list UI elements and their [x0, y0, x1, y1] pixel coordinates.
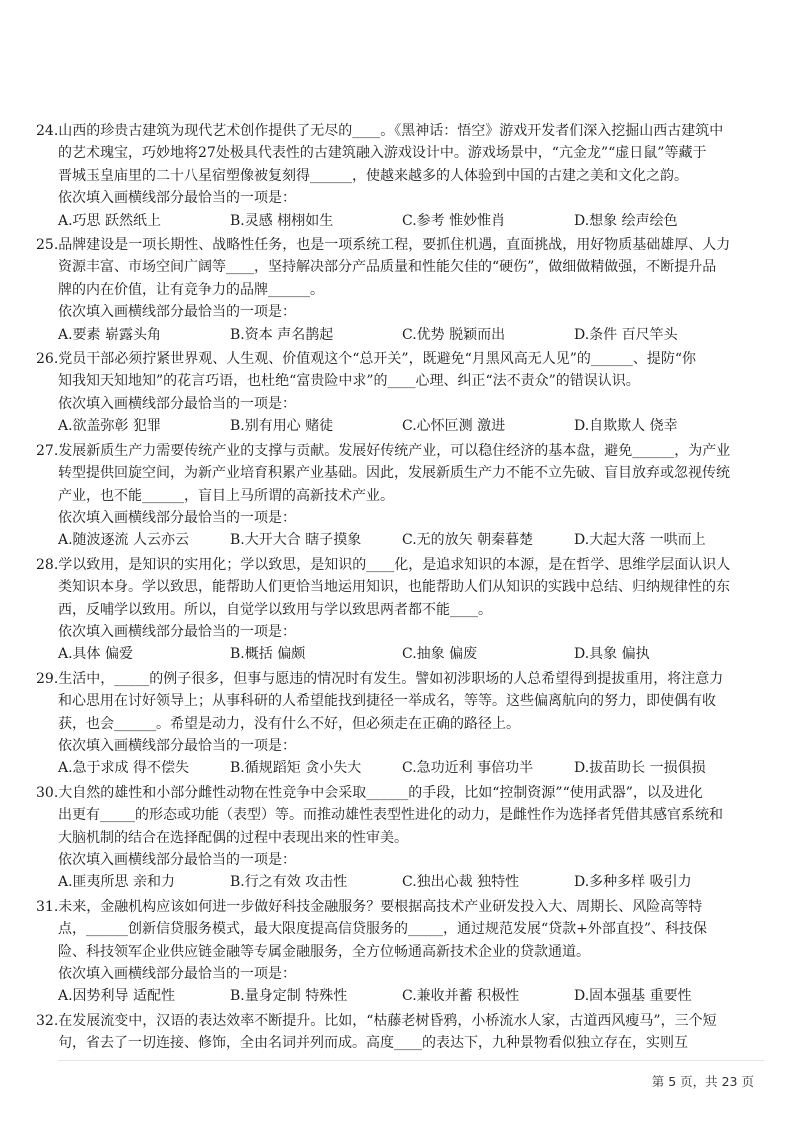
question-stem-line: 晋城玉皇庙里的二十八星宿塑像被复刻得______，使越来越多的人体验到中国的古建之美和文化之韵。 [58, 167, 688, 184]
question-block [36, 348, 766, 438]
answer-option: C.兼收并蓄 积极性 [402, 988, 520, 1005]
question-stem-line: 依次填入画横线部分最恰当的一项是： [58, 737, 296, 754]
question-block [36, 1010, 766, 1055]
answer-options [36, 757, 766, 779]
question-stem-first-line: 25.品牌建设是一项长期性、战略性任务，也是一项系统工程，要抓住机遇，直面挑战，用好物质基础雄厚、人力 [36, 237, 731, 254]
question-block [36, 896, 766, 1008]
question-stem-line: 牌的内在价值，让有竞争力的品牌______。 [58, 281, 324, 298]
answer-option: B.量身定制 特殊性 [230, 988, 348, 1005]
answer-options [36, 985, 766, 1007]
question-stem-line: 转型提供回旋空间，为新产业培育积累产业基础。因此，发展新质生产力不能不立先破、盲目放弃或忽视传统 [58, 465, 730, 482]
answer-option: B.行之有效 攻击性 [230, 874, 348, 891]
answer-option: C.参考 惟妙惟肖 [402, 212, 506, 229]
answer-option: C.抽象 偏废 [402, 646, 478, 663]
question-stem-line: 依次填入画横线部分最恰当的一项是： [58, 304, 296, 321]
answer-option: C.优势 脱颖而出 [402, 326, 506, 343]
answer-option: A.因势利导 适配性 [58, 988, 176, 1005]
question-stem-line: 句，省去了一切连接、修饰，全由名词并列而成。高度____的表达下，九种景物看似独立存在，实则互 [58, 1035, 688, 1052]
question-stem-line: 获，也会______。希望是动力，没有什么不好，但必须走在正确的路径上。 [58, 715, 520, 732]
answer-option: A.巧思 跃然纸上 [58, 212, 162, 229]
question-block [36, 668, 766, 780]
question-stem-line: 依次填入画横线部分最恰当的一项是： [58, 966, 296, 983]
question-stem-first-line: 30.大自然的雄性和小部分雌性动物在性竞争中会采取______的手段，比如“控制资源”“使用武器”，以及进化 [36, 784, 703, 801]
answer-option: A.匪夷所思 亲和力 [58, 874, 176, 891]
question-stem-first-line: 26.党员干部必须拧紧世界观、人生观、价值观这个“总开关”，既避免“月黑风高无人见”的______、提防“你 [36, 351, 697, 368]
answer-option: C.急功近利 事倍功半 [402, 760, 534, 777]
question-stem-line: 点，______创新信贷服务模式，最大限度提高信贷服务的_____，通过规范发展“贷款+外部直投”、科技保 [58, 921, 708, 938]
answer-option: A.急于求成 得不偿失 [58, 760, 190, 777]
question-stem-line: 和心思用在讨好领导上；从事科研的人希望能找到捷径一举成名，等等。这些偏离航向的努力，即使偶有收 [58, 693, 716, 710]
question-block [36, 782, 766, 894]
question-stem-line: 产业，也不能______，盲目上马所谓的高新技术产业。 [58, 487, 394, 504]
footer-divider [58, 1060, 764, 1061]
question-stem-line: 类知识本身。学以致思，能帮助人们更恰当地运用知识，也能帮助人们从知识的实践中总结、归纳规律性的东 [58, 579, 730, 596]
answer-option: B.循规蹈矩 贪小失大 [230, 760, 362, 777]
question-stem-line: 依次填入画横线部分最恰当的一项是： [58, 623, 296, 640]
answer-option: C.独出心裁 独特性 [402, 874, 520, 891]
question-stem-line: 的艺术瑰宝，巧妙地将27处极具代表性的古建筑融入游戏设计中。游戏场景中，“亢金龙”“虚日鼠”等藏于 [58, 145, 707, 162]
question-block [36, 234, 766, 346]
answer-option: D.条件 百尺竿头 [574, 326, 678, 343]
question-stem-first-line: 28.学以致用，是知识的实用化；学以致思，是知识的____化，是追求知识的本源，是在哲学、思维学层面认识人 [36, 556, 731, 573]
answer-option: B.概括 偏颇 [230, 646, 306, 663]
question-stem-first-line: 27.发展新质生产力需要传统产业的支撑与贡献。发展好传统产业，可以稳住经济的基本盘，避免______，为产业 [36, 442, 731, 459]
answer-option: D.拔苗助长 一损俱损 [574, 760, 706, 777]
answer-options [36, 324, 766, 346]
question-stem-line: 依次填入画横线部分最恰当的一项是： [58, 852, 296, 868]
question-stem-first-line: 32.在发展流变中，汉语的表达效率不断提升。比如，“枯藤老树昏鸦，小桥流水人家，古道西风瘦马”，三个短 [36, 1012, 717, 1029]
question-stem-line: 出更有_____的形态或功能（表型）等。而推动雄性表型性进化的动力，是雌性作为选择者凭借其感官系统和 [58, 807, 723, 824]
question-block [36, 554, 766, 666]
answer-option: B.灵感 栩栩如生 [230, 212, 334, 229]
question-block [36, 120, 766, 232]
answer-options [36, 871, 766, 893]
question-stem-line: 知我知天知地知”的花言巧语，也杜绝“富贵险中求”的____心理、纠正“法不责众”的错误认识。 [58, 373, 640, 390]
answer-options [36, 529, 766, 551]
answer-option: D.具象 偏执 [574, 646, 650, 663]
answer-option: C.无的放矢 朝秦暮楚 [402, 532, 534, 549]
answer-options [36, 643, 766, 665]
answer-option: A.欲盖弥彰 犯罪 [58, 418, 162, 435]
answer-option: A.要素 崭露头角 [58, 326, 162, 343]
answer-options [36, 210, 766, 232]
question-stem-line: 险、科技领军企业供应链金融等专属金融服务，全方位畅通高新技术企业的贷款通道。 [58, 943, 590, 960]
question-block [36, 440, 766, 552]
question-stem-first-line: 24.山西的珍贵古建筑为现代艺术创作提供了无尽的____。《黑神话：悟空》游戏开发者们深入挖掘山西古建筑中 [36, 123, 724, 139]
page-number: 第 5 页，共 23 页 [651, 1074, 754, 1089]
question-stem-line: 依次填入画横线部分最恰当的一项是： [58, 509, 296, 526]
answer-option: D.想象 绘声绘色 [574, 212, 678, 229]
question-stem-first-line: 31.未来，金融机构应该如何进一步做好科技金融服务？要根据高技术产业研发投入大、周期长、风险高等特 [36, 898, 703, 915]
answer-option: C.心怀叵测 激进 [402, 418, 506, 435]
answer-option: B.大开大合 瞎子摸象 [230, 532, 362, 549]
answer-option: A.具体 偏爱 [58, 646, 134, 663]
question-stem-line: 依次填入画横线部分最恰当的一项是： [58, 190, 296, 207]
answer-option: D.自欺欺人 侥幸 [574, 418, 678, 435]
question-stem-line: 资源丰富、市场空间广阔等____，坚持解决部分产品质量和性能欠佳的“硬伤”，做细做精做强，不断提升品 [58, 259, 717, 276]
question-stem-first-line: 29.生活中，_____的例子很多，但事与愿违的情况时有发生。譬如初涉职场的人总希望得到提拔重用，将注意力 [36, 670, 724, 687]
question-stem-line: 西，反哺学以致用。所以，自觉学以致用与学以致思两者都不能____。 [58, 601, 492, 618]
answer-option: D.多种多样 吸引力 [574, 874, 692, 891]
answer-option: B.别有用心 赌徒 [230, 418, 334, 435]
question-stem-line: 依次填入画横线部分最恰当的一项是： [58, 395, 296, 412]
answer-option: D.固本强基 重要性 [574, 988, 692, 1005]
question-stem-line: 大脑机制的结合在选择配偶的过程中表现出来的性审美。 [58, 829, 408, 846]
answer-option: D.大起大落 一哄而上 [574, 532, 706, 549]
answer-option: B.资本 声名鹊起 [230, 326, 334, 343]
answer-option: A.随波逐流 人云亦云 [58, 532, 190, 549]
question-list [36, 120, 766, 1057]
answer-options [36, 415, 766, 437]
